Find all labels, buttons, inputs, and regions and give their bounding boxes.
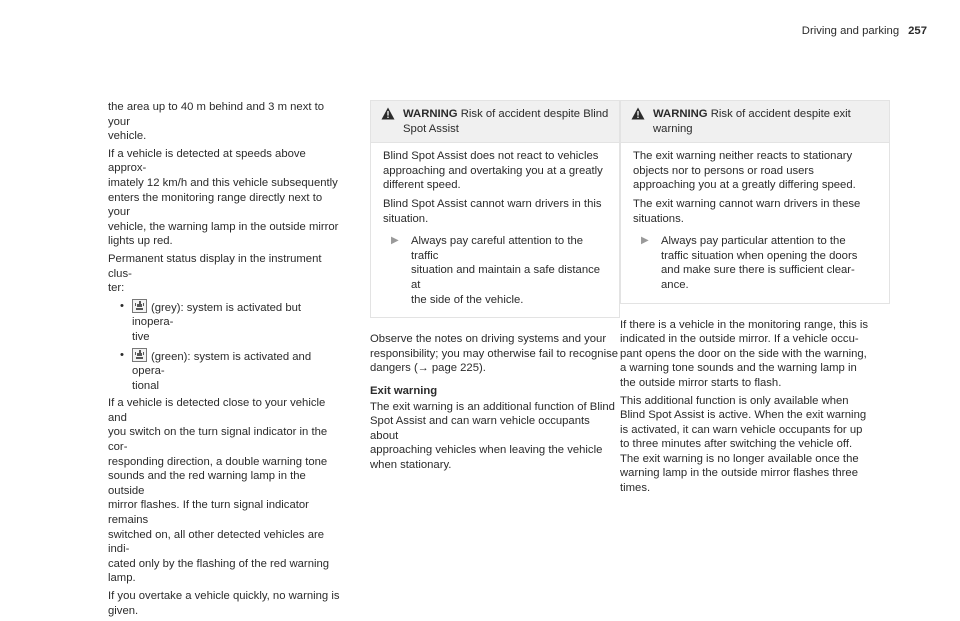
paragraph: This additional function is only available when Blind Spot Assist is active. When the exit warning is activated, it can warn vehicle occupants for up to three minutes after switching the vehicle off. The exit warning is no longer available once the warning lamp in the outside mirror flashes three times. (620, 394, 867, 495)
bullet: • (120, 348, 124, 361)
paragraph: Observe the notes on driving systems and your responsibility; you may otherwise fail to recognise dangers (→ page 225). (370, 333, 619, 375)
bullet: • (120, 299, 124, 312)
warning-title: Risk of accident despite Blind (460, 108, 609, 120)
action-item: ▶ Always pay careful attention to the traffic situation and maintain a safe distance at the side of the vehicle. (391, 235, 601, 306)
blind-spot-assist-icon (132, 299, 147, 313)
list-item: • (grey): system is activated but inopera- tive (120, 299, 302, 343)
action-arrow-icon: ▶ (391, 235, 399, 247)
cross-reference-arrow-icon: → (417, 362, 429, 375)
paragraph: The exit warning neither reacts to stationary objects nor to persons or road users approaching you at a greatly differing speed. (633, 150, 856, 192)
warning-label: WARNING (653, 108, 708, 120)
warning-box (370, 100, 620, 318)
paragraph: the area up to 40 m behind and 3 m next to your vehicle. (108, 101, 325, 143)
section-title: Driving and parking (801, 25, 900, 37)
paragraph: If a vehicle is detected close to your vehicle and you switch on the turn signal indicator in the cor- responding direction, a double warning tone sounds and the red warning lamp in the outside mirror flashes. If the turn signal indicator remains switched on, all other detected vehicles are indi- cated only by the flashing of the red warning lamp. (108, 397, 330, 585)
paragraph: If there is a vehicle in the monitoring range, this is indicated in the outside mirror. If a vehicle occu- pant opens the door on the side with the warning, a warning tone sounds and the warning lamp in the outside mirror starts to flash. (620, 318, 869, 389)
warning-body (621, 142, 889, 302)
warning-label: WARNING (403, 108, 458, 120)
blind-spot-assist-icon (132, 348, 147, 362)
section-heading: Exit warning (370, 384, 438, 397)
paragraph: The exit warning cannot warn drivers in these situations. (633, 197, 861, 225)
warning-triangle-icon (381, 107, 395, 121)
warning-title: Risk of accident despite exit (710, 108, 851, 120)
list-item: • (green): system is activated and opera- tional (120, 348, 312, 392)
column-right (620, 100, 890, 499)
paragraph: Permanent status display in the instrument clus- ter: (108, 252, 322, 295)
paragraph: The exit warning is an additional function of Blind Spot Assist and can warn vehicle occupants about approaching vehicles when leaving the vehicle when stationary. (370, 400, 615, 471)
action-arrow-icon: ▶ (641, 235, 649, 247)
warning-triangle-icon (631, 107, 645, 121)
warning-header: WARNING Risk of accident despite Blind Spot Assist (371, 101, 619, 142)
column-left (108, 100, 344, 621)
page-number: 257 (908, 25, 927, 37)
warning-header: WARNING Risk of accident despite exit warning (621, 101, 889, 142)
paragraph: Blind Spot Assist does not react to vehicles approaching and overtaking you at a greatly different speed. (383, 150, 603, 192)
paragraph: If you overtake a vehicle quickly, no warning is given. (108, 590, 340, 617)
paragraph: Blind Spot Assist cannot warn drivers in this situation. (383, 197, 602, 225)
page-reference[interactable]: page 225). (428, 362, 486, 375)
warning-box (620, 100, 890, 304)
paragraph: If a vehicle is detected at speeds above approx- imately 12 km/h and this vehicle subsequently enters the monitoring range directly next to your vehicle, the warning lamp in the outside mirror lights up red. (108, 147, 339, 248)
warning-body (371, 142, 619, 317)
action-item: ▶ Always pay particular attention to the traffic situation when opening the doors and make sure there is sufficient clear- ance. (641, 235, 858, 291)
column-middle (370, 100, 620, 475)
page-header (802, 24, 927, 39)
